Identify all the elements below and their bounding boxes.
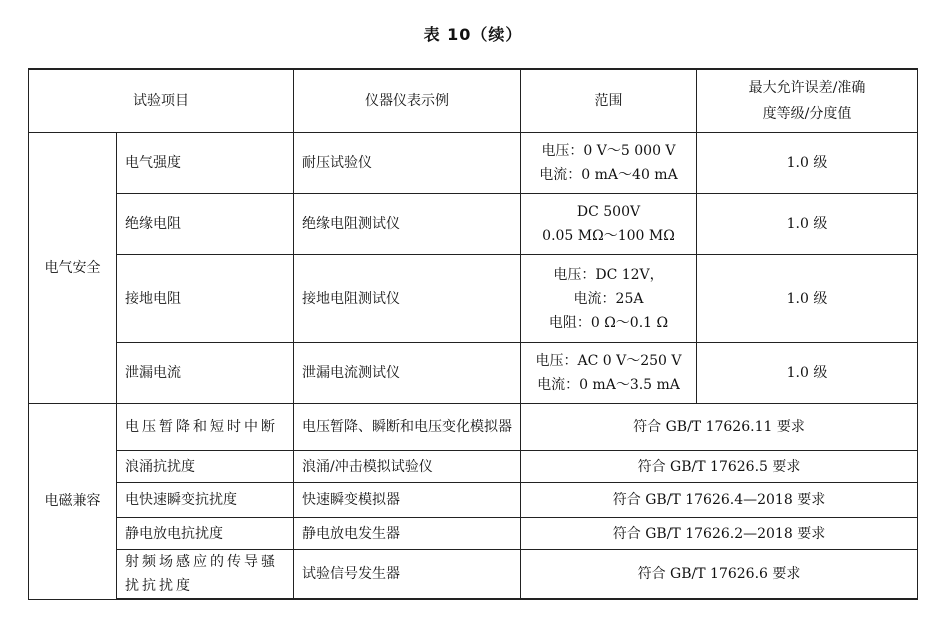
range-cell: [521, 343, 697, 404]
header-instrument: 仪器仪表示例: [294, 69, 521, 133]
range-line: 电压：AC 0 V～250 V: [535, 353, 682, 369]
range-line: 电阻：0 Ω～0.1 Ω: [548, 314, 669, 331]
range-cell: [521, 133, 697, 194]
table-title: 表 10（续）: [423, 25, 523, 44]
category-cell-emc: 电磁兼容: [29, 404, 117, 600]
instrument-cell: 接地电阻测试仪: [294, 255, 521, 343]
range-cell: [521, 194, 697, 255]
category-cell-electrical-safety: 电气安全: [29, 133, 117, 404]
item-cell: 接地电阻: [117, 255, 294, 343]
range-line: 电压：DC 12V，: [553, 266, 664, 283]
requirement-cell: 符合 GB/T 17626.6 要求: [521, 550, 918, 600]
instrument-cell: 浪涌/冲击模拟试验仪: [294, 451, 521, 483]
header-accuracy: 最大允许误差/准确 度等级/分度值: [697, 69, 918, 133]
range-cell: [521, 255, 697, 343]
requirement-cell: 符合 GB/T 17626.5 要求: [521, 451, 918, 483]
header-range: 范围: [521, 69, 697, 133]
range-line: 电流：25A: [573, 290, 644, 307]
range-line: 电流：0 mA～40 mA: [539, 167, 678, 183]
table-row: [29, 451, 918, 483]
requirement-cell: 符合 GB/T 17626.2—2018 要求: [521, 518, 918, 550]
item-cell: 泄漏电流: [117, 343, 294, 404]
table-header-row: [29, 69, 918, 133]
instrument-cell: 耐压试验仪: [294, 133, 521, 194]
table-row: [29, 194, 918, 255]
range-line: DC 500V: [576, 204, 641, 220]
table-row: [29, 343, 918, 404]
range-line: 电压：0 V～5 000 V: [541, 143, 676, 159]
instrument-cell: 快速瞬变模拟器: [294, 483, 521, 518]
instrument-cell: 泄漏电流测试仪: [294, 343, 521, 404]
instrument-cell: 电压暂降、瞬断和电压变化模拟器: [294, 404, 521, 451]
instrument-cell: 静电放电发生器: [294, 518, 521, 550]
range-line: 0.05 MΩ～100 MΩ: [542, 228, 675, 244]
item-cell: 电压暂降和短时中断: [117, 404, 294, 451]
instrument-cell: 试验信号发生器: [294, 550, 521, 600]
table-row: [29, 518, 918, 550]
item-cell: 绝缘电阻: [117, 194, 294, 255]
table-row: [29, 404, 918, 451]
table-row: [29, 483, 918, 518]
header-test-item: 试验项目: [29, 69, 294, 133]
accuracy-cell: 1.0 级: [697, 133, 918, 194]
range-line: 电流：0 mA～3.5 mA: [537, 377, 680, 393]
item-cell: 电快速瞬变抗扰度: [117, 483, 294, 518]
table-row: [29, 550, 918, 600]
item-cell: 浪涌抗扰度: [117, 451, 294, 483]
accuracy-cell: 1.0 级: [697, 343, 918, 404]
accuracy-cell: 1.0 级: [697, 255, 918, 343]
requirement-cell: 符合 GB/T 17626.4—2018 要求: [521, 483, 918, 518]
requirement-cell: 符合 GB/T 17626.11 要求: [521, 404, 918, 451]
accuracy-cell: 1.0 级: [697, 194, 918, 255]
item-cell: 静电放电抗扰度: [117, 518, 294, 550]
item-cell: 射频场感应的传导骚扰抗扰度: [117, 550, 294, 600]
item-cell: 电气强度: [117, 133, 294, 194]
test-instrument-table: [28, 68, 918, 600]
table-row: [29, 133, 918, 194]
instrument-cell: 绝缘电阻测试仪: [294, 194, 521, 255]
table-row: [29, 255, 918, 343]
